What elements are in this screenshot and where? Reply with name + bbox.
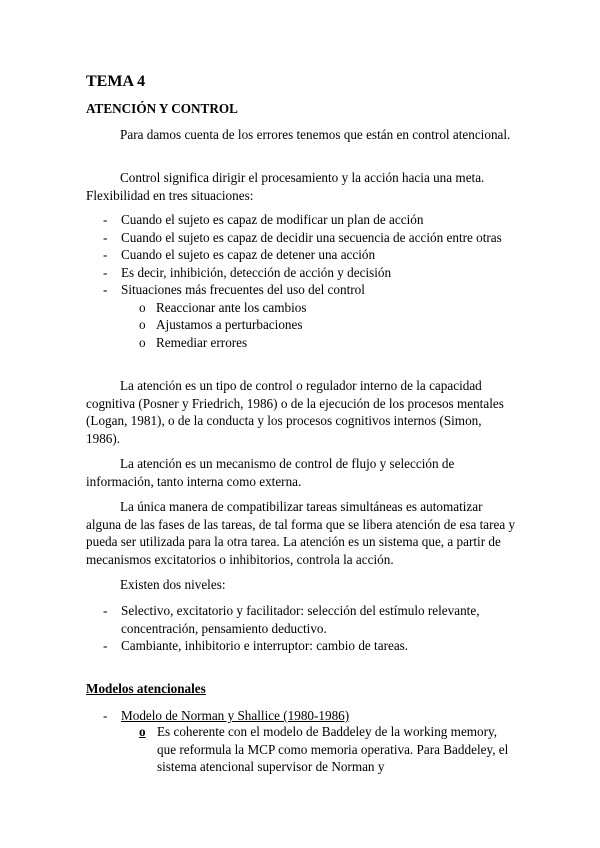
paragraph-2: Control significa dirigir el procesamiento y la acción hacia una meta. Flexibilidad en tres situaciones:: [86, 170, 485, 203]
bullet-o-icon: o: [139, 724, 146, 739]
paragraph-1: Para damos cuenta de los errores tenemos que están en control atencional.: [120, 127, 511, 142]
flexibility-list: [86, 211, 518, 351]
list-item: - Cuando el sujeto es capaz de modificar un plan de acción: [86, 211, 518, 229]
section-heading: ATENCIÓN Y CONTROL: [86, 101, 238, 116]
list-item: - Cuando el sujeto es capaz de decidir una secuencia de acción entre otras: [86, 229, 518, 247]
list-item: - Cuando el sujeto es capaz de detener una acción: [86, 246, 518, 264]
list-item: - Cambiante, inhibitorio e interruptor: cambio de tareas.: [86, 637, 518, 655]
list-item: - Selectivo, excitatorio y facilitador: selección del estímulo relevante, concentración, pensamiento deductivo.: [86, 602, 518, 637]
control-situations-sublist: [121, 299, 518, 352]
models-heading: Modelos atencionales: [86, 681, 206, 696]
sublist-item: o Ajustamos a perturbaciones: [121, 316, 518, 334]
sublist-item: o Remediar errores: [121, 334, 518, 352]
paragraph-4: La atención es un mecanismo de control de flujo y selección de información, tanto interna como externa.: [86, 456, 455, 489]
tema-heading: TEMA 4: [86, 73, 146, 90]
dash-marker: -: [103, 708, 108, 723]
model-subitem: [139, 723, 509, 776]
model-label: Modelo de Norman y Shallice (1980-1986): [121, 708, 350, 723]
paragraph-3: La atención es un tipo de control o regulador interno de la capacidad cognitiva (Posner y Friedrich, 1986) o de la ejecución de los procesos mentales (Logan, 1981), o de la conducta y los procesos cognitivos internos (Simon, 1986).: [86, 378, 504, 446]
list-item-label: Situaciones más frecuentes del uso del control: [121, 282, 365, 297]
list-item: - Es decir, inhibición, detección de acción y decisión: [86, 264, 518, 282]
sublist-item: o Reaccionar ante los cambios: [121, 299, 518, 317]
model-subitem-text: Es coherente con el modelo de Baddeley de la working memory, que reformula la MCP como memoria operativa. Para Baddeley, el sistema atencional supervisor de Norman y: [157, 724, 509, 774]
model-norman-shallice: [103, 707, 349, 725]
list-item: [86, 281, 518, 351]
paragraph-6: Existen dos niveles:: [120, 577, 226, 592]
paragraph-5: La única manera de compatibilizar tareas simultáneas es automatizar alguna de las fases de las tareas, de tal forma que se libera atención de esa tarea y pueda ser utilizada para la otra tarea. La atención es un sistema que, a partir de mecanismos excitatorios o inhibitorios, controla la acción.: [86, 499, 516, 567]
levels-list: [86, 602, 518, 655]
